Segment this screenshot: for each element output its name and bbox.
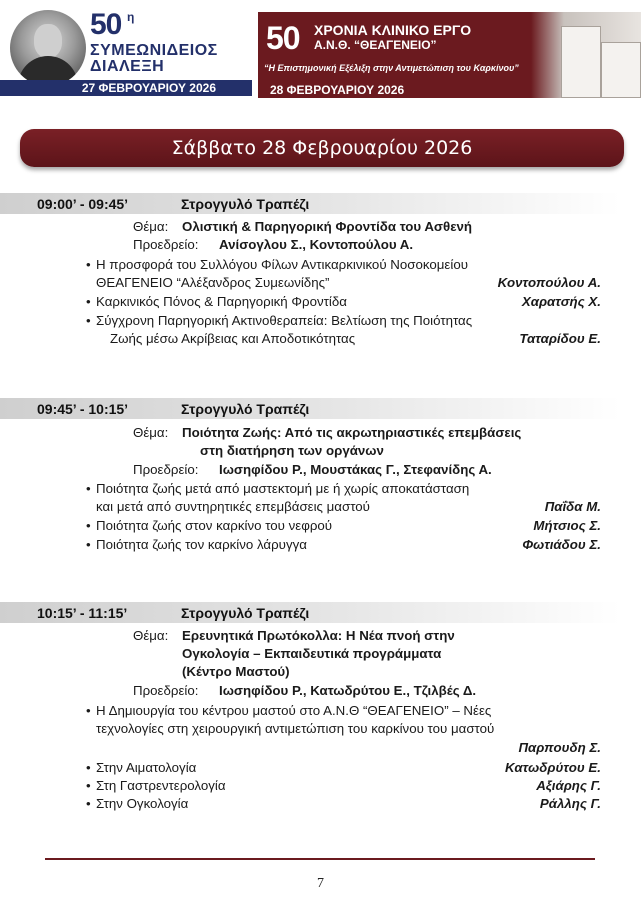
anniversary-title-line1: ΧΡΟΝΙΑ ΚΛΙΝΙΚΟ ΕΡΓΟ bbox=[314, 22, 472, 38]
chairs-label: Προεδρείο: bbox=[133, 462, 199, 477]
talk-title-line: και μετά από συντηρητικές επεμβάσεις μαστού bbox=[96, 499, 370, 514]
session-title: Στρογγυλό Τραπέζι bbox=[181, 605, 310, 621]
session-title: Στρογγυλό Τραπέζι bbox=[181, 196, 310, 212]
talk-title-line: Ποιότητα ζωής τον καρκίνο λάρυγγα bbox=[96, 537, 307, 552]
talk-title-line: ΘΕΑΓΕΝΕΙΟ “Αλέξανδρος Συμεωνίδης” bbox=[96, 275, 330, 290]
bullet-icon: • bbox=[86, 313, 91, 328]
talk-speaker: Φωτιάδου Σ. bbox=[522, 537, 601, 552]
talk-title-line: τεχνολογίες στη χειρουργική αντιμετώπιση του καρκίνου του μαστού bbox=[96, 721, 495, 736]
theme-line: Ποιότητα Ζωής: Από τις ακρωτηριαστικές επεμβάσεις bbox=[182, 425, 522, 440]
talk-speaker: Χαρατσής Χ. bbox=[521, 294, 601, 309]
hospital-building-image bbox=[531, 12, 641, 98]
anniversary-date: 28 ΦΕΒΡΟΥΑΡΙΟΥ 2026 bbox=[270, 83, 405, 97]
chairs-names: Ιωσηφίδου Ρ., Μουστάκας Γ., Στεφανίδης Α. bbox=[219, 462, 492, 477]
anniversary-title-line2: Α.Ν.Θ. “ΘΕΑΓΕΝΕΙΟ” bbox=[314, 38, 437, 52]
talk-title-line: Στην Ογκολογία bbox=[96, 796, 189, 811]
day-title-banner: Σάββατο 28 Φεβρουαρίου 2026 bbox=[20, 129, 624, 167]
talk-title-line: Καρκινικός Πόνος & Παρηγορική Φροντίδα bbox=[96, 294, 347, 309]
lecture-title-line2: ΔΙΑΛΕΞΗ bbox=[90, 58, 165, 75]
theme-line: Ερευνητικά Πρωτόκολλα: Η Νέα πνοή στην bbox=[182, 628, 455, 643]
theme-label: Θέμα: bbox=[133, 425, 169, 440]
theme-line: Ογκολογία – Εκπαιδευτικά προγράμματα bbox=[182, 646, 442, 661]
theme-line: Ολιστική & Παρηγορική Φροντίδα του Ασθενή bbox=[182, 219, 473, 234]
session-time: 09:00’ - 09:45’ bbox=[37, 196, 129, 212]
talk-speaker: Παρπουδη Σ. bbox=[518, 740, 601, 755]
session-time: 10:15’ - 11:15’ bbox=[37, 605, 128, 621]
talk-speaker: Μήτσιος Σ. bbox=[533, 518, 601, 533]
footer-divider bbox=[45, 858, 595, 860]
talk-speaker: Ταταρίδου Ε. bbox=[519, 331, 601, 346]
talk-speaker: Ράλλης Γ. bbox=[539, 796, 601, 811]
talk-title-line: Η Δημιουργία του κέντρου μαστού στο Α.Ν.Θ “ΘΕΑΓΕΝΕΙΟ” – Νέες bbox=[96, 703, 492, 718]
theme-line: στη διατήρηση των οργάνων bbox=[200, 443, 384, 458]
bullet-icon: • bbox=[86, 796, 91, 811]
theme-line: (Κέντρο Μαστού) bbox=[182, 664, 290, 679]
lecture-number-superscript: η bbox=[127, 10, 135, 24]
talk-title-line: Ποιότητα ζωής στον καρκίνο του νεφρού bbox=[96, 518, 333, 533]
session-title: Στρογγυλό Τραπέζι bbox=[181, 401, 310, 417]
talk-title-line: Ζωής μέσω Ακρίβειας και Αποδοτικότητας bbox=[110, 331, 356, 346]
bullet-icon: • bbox=[86, 294, 91, 309]
talk-speaker: Κοντοπούλου Α. bbox=[497, 275, 601, 290]
bullet-icon: • bbox=[86, 481, 91, 496]
lecture-date: 27 ΦΕΒΡΟΥΑΡΙΟΥ 2026 bbox=[0, 80, 252, 96]
lecture-number: 50 bbox=[90, 8, 122, 41]
talk-title-line: Στην Αιματολογία bbox=[96, 760, 197, 775]
talk-title-line: Ποιότητα ζωής μετά από μαστεκτομή με ή χωρίς αποκατάσταση bbox=[96, 481, 470, 496]
theme-label: Θέμα: bbox=[133, 219, 169, 234]
bullet-icon: • bbox=[86, 537, 91, 552]
bullet-icon: • bbox=[86, 778, 91, 793]
talk-speaker: Κατωδρύτου Ε. bbox=[504, 760, 601, 775]
bullet-icon: • bbox=[86, 518, 91, 533]
talk-title-line: Σύγχρονη Παρηγορική Ακτινοθεραπεία: Βελτίωση της Ποιότητας bbox=[96, 313, 473, 328]
page-number: 7 bbox=[317, 876, 324, 891]
bullet-icon: • bbox=[86, 760, 91, 775]
chairs-label: Προεδρείο: bbox=[133, 237, 199, 252]
header-left-banner bbox=[0, 0, 252, 98]
theme-label: Θέμα: bbox=[133, 628, 169, 643]
anniversary-number: 50 bbox=[266, 20, 300, 56]
talk-speaker: Παΐδα Μ. bbox=[544, 499, 601, 514]
talk-title-line: Η προσφορά του Συλλόγου Φίλων Αντικαρκινικού Νοσοκομείου bbox=[96, 257, 468, 272]
talk-speaker: Αξιάρης Γ. bbox=[536, 778, 601, 793]
talk-title-line: Στη Γαστρεντερολογία bbox=[96, 778, 226, 793]
anniversary-subtitle: “Η Επιστημονική Εξέλιξη στην Αντιμετώπιση του Καρκίνου” bbox=[264, 63, 519, 73]
chairs-label: Προεδρείο: bbox=[133, 683, 199, 698]
bullet-icon: • bbox=[86, 703, 91, 718]
chairs-names: Ιωσηφίδου Ρ., Κατωδρύτου Ε., Τζιλβές Δ. bbox=[219, 683, 477, 698]
session-time: 09:45’ - 10:15’ bbox=[37, 401, 129, 417]
header-right-banner bbox=[258, 12, 641, 98]
portrait-photo bbox=[10, 10, 86, 86]
lecture-title-line1: ΣΥΜΕΩΝΙΔΕΙΟΣ bbox=[90, 42, 218, 59]
chairs-names: Ανίσογλου Σ., Κοντοπούλου Α. bbox=[219, 237, 414, 252]
bullet-icon: • bbox=[86, 257, 91, 272]
